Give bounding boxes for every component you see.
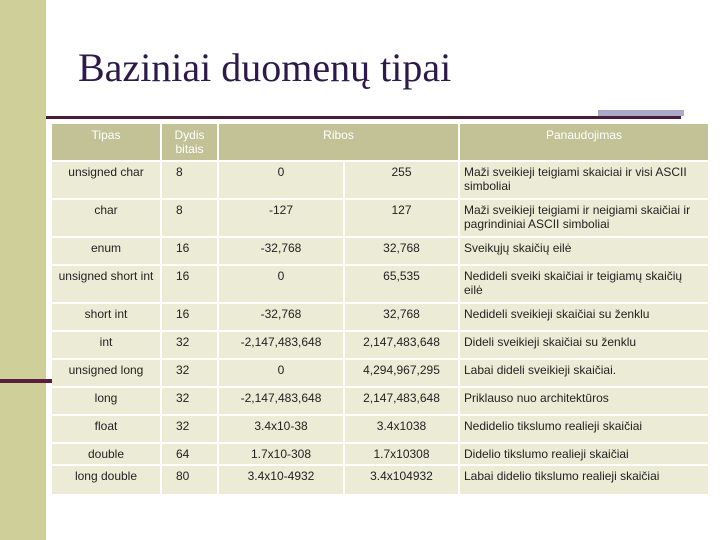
range-min-cell: -32,768	[219, 304, 343, 330]
size-cell: 8	[162, 162, 217, 198]
type-cell: long	[52, 388, 160, 414]
type-cell: int	[52, 332, 160, 358]
title-rule	[46, 116, 681, 119]
header-dydis: Dydis bitais	[162, 124, 217, 160]
usage-cell: Nedideli sveikieji skaičiai su ženklu	[460, 304, 708, 330]
size-cell: 16	[162, 266, 217, 302]
type-cell: float	[52, 416, 160, 442]
table-row	[52, 416, 708, 442]
range-min-cell: 1.7x10-308	[219, 444, 343, 464]
size-cell: 16	[162, 238, 217, 264]
range-min-cell: 0	[219, 360, 343, 386]
table-row	[52, 238, 708, 264]
header-ribos: Ribos	[219, 124, 458, 160]
table-row	[52, 444, 708, 464]
type-cell: long double	[52, 466, 160, 494]
range-min-cell: 3.4x10-38	[219, 416, 343, 442]
type-cell: short int	[52, 304, 160, 330]
range-max-cell: 255	[345, 162, 458, 198]
table-body	[52, 162, 708, 494]
table-row	[52, 332, 708, 358]
size-cell: 64	[162, 444, 217, 464]
header-panaudojimas: Panaudojimas	[460, 124, 708, 160]
usage-cell: Nedideli sveiki skaičiai ir teigiamų skaičių eilė	[460, 266, 708, 302]
range-min-cell: 0	[219, 162, 343, 198]
table-row	[52, 200, 708, 236]
size-cell: 8	[162, 200, 217, 236]
type-cell: char	[52, 200, 160, 236]
left-decor-bar	[0, 0, 46, 540]
range-max-cell: 3.4x104932	[345, 466, 458, 494]
range-min-cell: 0	[219, 266, 343, 302]
type-cell: enum	[52, 238, 160, 264]
range-max-cell: 65,535	[345, 266, 458, 302]
usage-cell: Sveikųjų skaičių eilė	[460, 238, 708, 264]
header-tipas: Tipas	[52, 124, 160, 160]
range-max-cell: 3.4x1038	[345, 416, 458, 442]
range-min-cell: 3.4x10-4932	[219, 466, 343, 494]
table-header-row	[52, 124, 708, 160]
table-row	[52, 466, 708, 494]
usage-cell: Maži sveikieji teigiami ir neigiami skaičiai ir pagrindiniai ASCII simboliai	[460, 200, 708, 236]
data-types-table	[50, 122, 710, 496]
type-cell: unsigned short int	[52, 266, 160, 302]
range-min-cell: -2,147,483,648	[219, 388, 343, 414]
table-row	[52, 162, 708, 198]
range-max-cell: 32,768	[345, 238, 458, 264]
type-cell: unsigned long	[52, 360, 160, 386]
size-cell: 32	[162, 416, 217, 442]
slide-title: Baziniai duomenų tipai	[78, 45, 452, 90]
size-cell: 32	[162, 360, 217, 386]
range-max-cell: 32,768	[345, 304, 458, 330]
usage-cell: Maži sveikieji teigiami skaiciai ir visi ASCII simboliai	[460, 162, 708, 198]
size-cell: 80	[162, 466, 217, 494]
usage-cell: Priklauso nuo architektūros	[460, 388, 708, 414]
range-max-cell: 127	[345, 200, 458, 236]
usage-cell: Dideli sveikieji skaičiai su ženklu	[460, 332, 708, 358]
range-max-cell: 1.7x10308	[345, 444, 458, 464]
range-min-cell: -127	[219, 200, 343, 236]
usage-cell: Nedidelio tikslumo realieji skaičiai	[460, 416, 708, 442]
usage-cell: Didelio tikslumo realieji skaičiai	[460, 444, 708, 464]
size-cell: 16	[162, 304, 217, 330]
range-max-cell: 2,147,483,648	[345, 332, 458, 358]
range-max-cell: 2,147,483,648	[345, 388, 458, 414]
range-max-cell: 4,294,967,295	[345, 360, 458, 386]
table-row	[52, 266, 708, 302]
table-row	[52, 304, 708, 330]
type-cell: double	[52, 444, 160, 464]
table-row	[52, 388, 708, 414]
size-cell: 32	[162, 332, 217, 358]
type-cell: unsigned char	[52, 162, 160, 198]
table-header	[52, 124, 708, 160]
range-min-cell: -32,768	[219, 238, 343, 264]
table-row	[52, 360, 708, 386]
size-cell: 32	[162, 388, 217, 414]
usage-cell: Labai didelio tikslumo realieji skaičiai	[460, 466, 708, 494]
range-min-cell: -2,147,483,648	[219, 332, 343, 358]
usage-cell: Labai dideli sveikieji skaičiai.	[460, 360, 708, 386]
